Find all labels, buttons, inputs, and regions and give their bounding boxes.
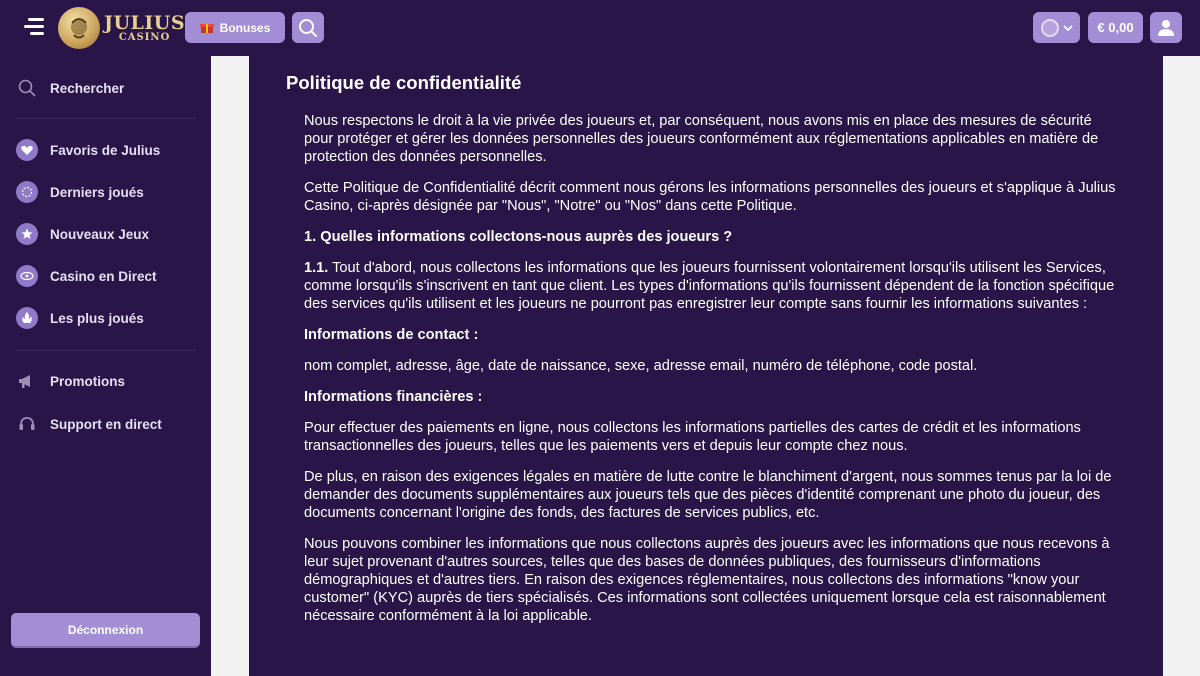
bonuses-label: Bonuses bbox=[219, 20, 271, 35]
sidebar-item-new-games[interactable] bbox=[16, 220, 149, 248]
balance-button[interactable]: € 0,00 bbox=[1088, 12, 1143, 43]
subheading: Informations de contact : bbox=[304, 327, 479, 343]
sidebar-item-promotions[interactable] bbox=[16, 367, 125, 395]
menu-icon[interactable] bbox=[24, 18, 44, 36]
sidebar-item-search[interactable] bbox=[16, 74, 124, 102]
sidebar-item-label: Nouveaux Jeux bbox=[50, 226, 150, 242]
gift-icon bbox=[200, 22, 214, 34]
bonuses-button[interactable] bbox=[185, 12, 285, 43]
search-button[interactable] bbox=[292, 12, 324, 43]
paragraph: De plus, en raison des exigences légales en matière de lutte contre le blanchiment d'argent, nous sommes tenus par la loi de demander des documents supplémentaires aux joueurs tels que des pièces d'identité comprenant une photo du joueur, des documents concernant l'origine des fonds, des factures de services publics, etc. bbox=[304, 469, 1112, 521]
sidebar-item-label: Les plus joués bbox=[50, 310, 144, 326]
sidebar-item-label: Casino en Direct bbox=[50, 268, 157, 284]
divider bbox=[16, 350, 196, 351]
user-icon bbox=[1157, 19, 1175, 37]
sidebar-item-label: Promotions bbox=[50, 373, 126, 389]
logo-subtitle: CASINO bbox=[118, 31, 171, 43]
search-icon bbox=[16, 77, 38, 99]
megaphone-icon bbox=[16, 370, 38, 392]
headset-icon bbox=[16, 413, 38, 435]
logo-title: JULIUS bbox=[104, 11, 186, 34]
star-icon bbox=[16, 223, 38, 245]
julius-head-icon bbox=[58, 7, 100, 49]
popular-icon bbox=[16, 307, 38, 329]
paragraph: Cette Politique de Confidentialité décrit comment nous gérons les informations personnelles des joueurs et s'applique à Julius Casino, ci-après désignée par "Nous", "Notre" ou "Nos" dans cette Politique. bbox=[304, 180, 1116, 214]
subheading: Informations financières : bbox=[304, 389, 483, 405]
sidebar bbox=[0, 56, 211, 676]
sidebar-item-recent[interactable] bbox=[16, 178, 144, 206]
flag-icon bbox=[1041, 19, 1059, 37]
logo[interactable] bbox=[58, 6, 185, 50]
clause-number: 1.1. bbox=[304, 260, 329, 276]
sidebar-item-most-played[interactable] bbox=[16, 304, 144, 332]
section-heading: 1. Quelles informations collectons-nous auprès des joueurs ? bbox=[304, 229, 733, 245]
recent-icon bbox=[16, 181, 38, 203]
heart-icon bbox=[16, 139, 38, 161]
sidebar-item-label: Rechercher bbox=[50, 80, 125, 96]
sidebar-item-favorites[interactable] bbox=[16, 136, 160, 164]
chevron-down-icon bbox=[1063, 25, 1073, 31]
language-selector[interactable] bbox=[1033, 12, 1080, 43]
search-icon bbox=[298, 18, 318, 38]
content-panel bbox=[249, 56, 1163, 676]
privacy-content bbox=[304, 112, 1124, 638]
logout-button[interactable]: Déconnexion bbox=[11, 613, 200, 646]
paragraph: Nous respectons le droit à la vie privée des joueurs et, par conséquent, nous avons mis en place des mesures de sécurité pour protéger et gérer les données personnelles des joueurs conformément aux réglementations applicables en matière de protection des données personnelles. bbox=[304, 113, 1099, 165]
sidebar-item-label: Derniers joués bbox=[50, 184, 144, 200]
sidebar-item-label: Favoris de Julius bbox=[50, 142, 161, 158]
user-button[interactable] bbox=[1150, 12, 1182, 43]
page-title: Politique de confidentialité bbox=[286, 72, 522, 93]
live-casino-icon bbox=[16, 265, 38, 287]
sidebar-item-support[interactable] bbox=[16, 410, 162, 438]
paragraph: nom complet, adresse, âge, date de naissance, sexe, adresse email, numéro de téléphone, code postal. bbox=[304, 358, 978, 374]
sidebar-item-label: Support en direct bbox=[50, 416, 162, 432]
sidebar-item-live-casino[interactable] bbox=[16, 262, 157, 290]
top-header bbox=[0, 0, 1200, 56]
divider bbox=[16, 118, 196, 119]
paragraph bbox=[304, 259, 1124, 313]
paragraph: Nous pouvons combiner les informations que nous collectons auprès des joueurs avec les informations que nous recevons à leur sujet provenant d'autres sources, telles que des bases de données publiques, des fournisseurs d'informations démographiques et d'autres tiers. En raison des exigences réglementaires, nous collectons des informations "know your customer" (KYC) auprès de tiers spécialisés. Ces informations sont collectées uniquement lorsque cela est raisonnablement nécessaire conformément à la loi applicable. bbox=[304, 536, 1110, 624]
clause-text: Tout d'abord, nous collectons les informations que les joueurs fournissent volontairement lorsqu'ils utilisent les Services, comme lorsqu'ils s'inscrivent en tant que client. Les types d'informations qu'ils fournissent dépendent de la fonction spécifique des services qu'ils utilisent et les joueurs ne pourront pas enregistrer leur compte sans fournir les informations suivantes : bbox=[304, 260, 1115, 312]
paragraph: Pour effectuer des paiements en ligne, nous collectons les informations partielles des cartes de crédit et les informations transactionnelles des joueurs, telles que les paiements vers et depuis leur compte chez nous. bbox=[304, 420, 1081, 454]
